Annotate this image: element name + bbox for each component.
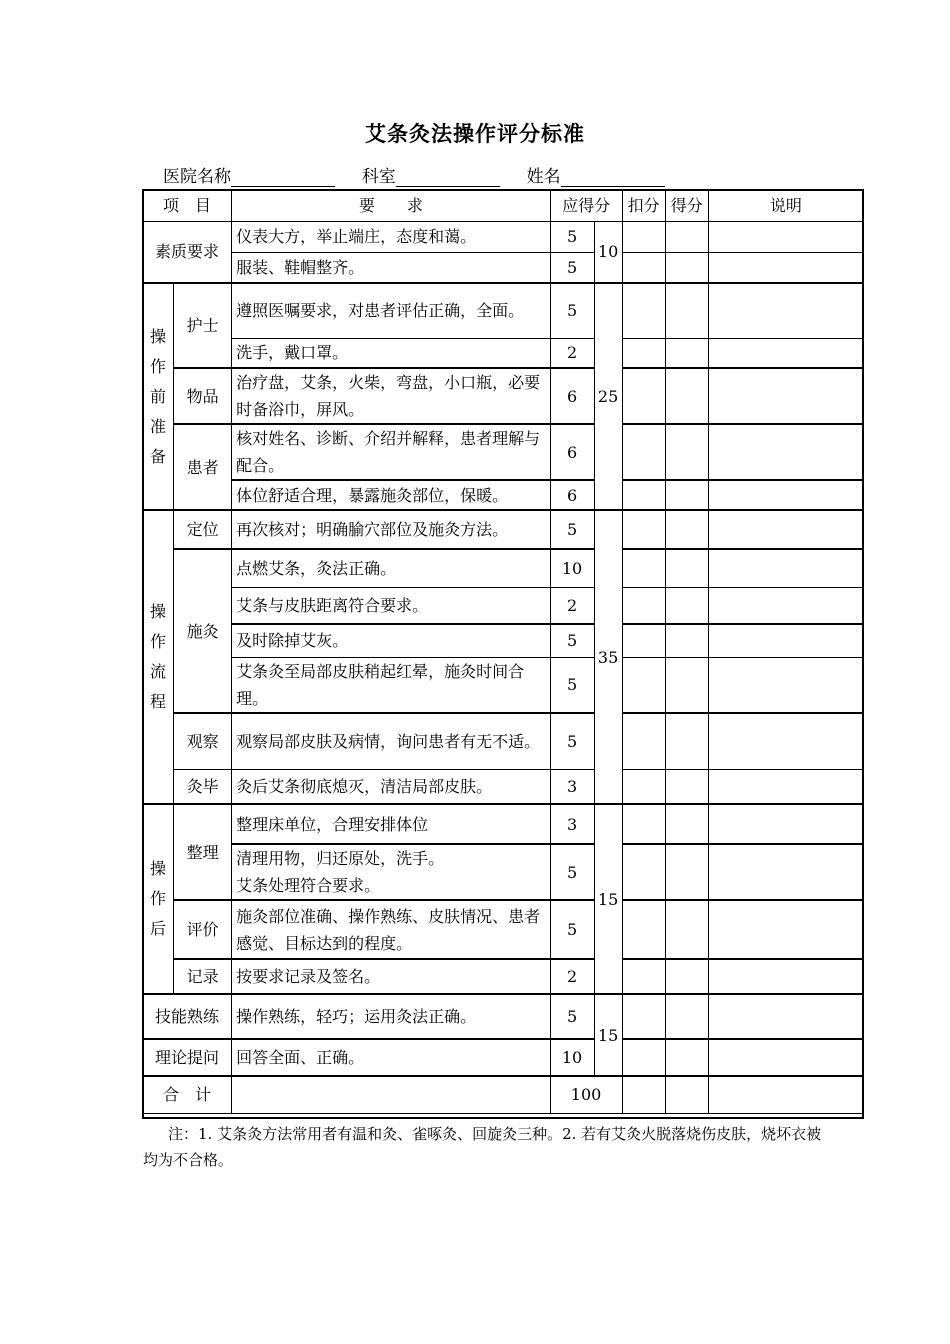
score-cell: 6 — [550, 480, 594, 510]
requirement-cell: 仪表大方，举止端庄，态度和蔼。 — [232, 221, 550, 252]
subtotal-skill-theory: 15 — [594, 994, 622, 1076]
got-cell[interactable] — [665, 624, 708, 657]
table-row — [143, 657, 864, 713]
score-cell: 10 — [550, 1039, 594, 1076]
score-cell: 2 — [550, 587, 594, 624]
table-row — [143, 252, 864, 283]
score-cell: 2 — [550, 959, 594, 994]
header-requirement: 要 求 — [232, 190, 550, 221]
remark-cell[interactable] — [708, 549, 863, 587]
table-row — [143, 959, 864, 994]
requirement-line: 艾条处理符合要求。 — [236, 876, 381, 895]
table-row — [143, 769, 864, 804]
got-cell[interactable] — [665, 900, 708, 959]
got-cell[interactable] — [665, 549, 708, 587]
requirement-cell: 点燃艾条，灸法正确。 — [232, 549, 550, 587]
got-cell[interactable] — [665, 1039, 708, 1076]
got-cell[interactable] — [665, 1076, 708, 1113]
score-cell: 2 — [550, 338, 594, 368]
hospital-field[interactable] — [231, 166, 335, 187]
sub-patient: 患者 — [174, 424, 232, 510]
requirement-cell: 艾条灸至局部皮肤稍起红晕，施灸时间合理。 — [232, 657, 550, 713]
table-row — [143, 221, 864, 252]
got-cell[interactable] — [665, 424, 708, 480]
total-score: 100 — [550, 1076, 622, 1113]
deduct-cell[interactable] — [622, 900, 665, 959]
section-after: 操 作 后 — [143, 804, 174, 994]
header-item: 项 目 — [143, 190, 232, 221]
remark-cell[interactable] — [708, 587, 863, 624]
remark-cell[interactable] — [708, 713, 863, 769]
dept-label: 科室 — [361, 167, 396, 187]
deduct-cell[interactable] — [622, 959, 665, 994]
subtotal-flow: 35 — [594, 510, 622, 804]
score-cell: 5 — [550, 283, 594, 338]
table-row — [143, 844, 864, 900]
total-row — [143, 1076, 864, 1113]
remark-cell[interactable] — [708, 769, 863, 804]
remark-cell[interactable] — [708, 221, 863, 252]
deduct-cell[interactable] — [622, 713, 665, 769]
requirement-cell: 艾条与皮肤距离符合要求。 — [232, 587, 550, 624]
requirement-cell: 整理床单位，合理安排体位 — [232, 804, 550, 844]
sub-finish: 灸毕 — [174, 769, 232, 804]
footnote: 注：1. 艾条灸方法常用者有温和灸、雀啄灸、回旋灸三种。2. 若有艾灸火脱落烧伤皮肤，烧坏衣被均为不合格。 — [143, 1125, 822, 1169]
dept-field[interactable] — [396, 166, 500, 187]
requirement-cell: 观察局部皮肤及病情，询问患者有无不适。 — [232, 713, 550, 769]
header-deduct: 扣分 — [622, 190, 665, 221]
remark-cell[interactable] — [708, 624, 863, 657]
remark-cell[interactable] — [708, 424, 863, 480]
requirement-cell: 再次核对；明确腧穴部位及施灸方法。 — [232, 510, 550, 549]
section-quality: 素质要求 — [143, 221, 232, 283]
section-skill: 技能熟练 — [143, 994, 232, 1039]
table-row — [143, 994, 864, 1039]
header-got: 得分 — [665, 190, 708, 221]
score-cell: 5 — [550, 994, 594, 1039]
deduct-cell[interactable] — [622, 587, 665, 624]
score-cell: 5 — [550, 252, 594, 283]
requirement-cell: 治疗盘，艾条，火柴，弯盘，小口瓶，必要时备浴巾，屏风。 — [232, 368, 550, 424]
requirement-cell: 按要求记录及签名。 — [232, 959, 550, 994]
remark-cell[interactable] — [708, 959, 863, 994]
score-cell: 6 — [550, 368, 594, 424]
sub-nurse: 护士 — [174, 283, 232, 368]
remark-cell[interactable] — [708, 900, 863, 959]
sub-observe: 观察 — [174, 713, 232, 769]
remark-cell[interactable] — [708, 1039, 863, 1076]
sub-tidy: 整理 — [174, 804, 232, 900]
table-row — [143, 283, 864, 338]
table-row — [143, 900, 864, 959]
remark-cell[interactable] — [708, 510, 863, 549]
sub-locate: 定位 — [174, 510, 232, 549]
got-cell[interactable] — [665, 221, 708, 252]
sub-record: 记录 — [174, 959, 232, 994]
requirement-cell: 服装、鞋帽整齐。 — [232, 252, 550, 283]
deduct-cell[interactable] — [622, 221, 665, 252]
deduct-cell[interactable] — [622, 338, 665, 368]
score-cell: 10 — [550, 549, 594, 587]
deduct-cell[interactable] — [622, 1076, 665, 1113]
got-cell[interactable] — [665, 480, 708, 510]
header-row — [143, 190, 864, 221]
remark-cell[interactable] — [708, 844, 863, 900]
deduct-cell[interactable] — [622, 994, 665, 1039]
deduct-cell[interactable] — [622, 252, 665, 283]
remark-cell[interactable] — [708, 994, 863, 1039]
deduct-cell[interactable] — [622, 424, 665, 480]
section-total: 合 计 — [143, 1076, 232, 1113]
got-cell[interactable] — [665, 657, 708, 713]
section-flow: 操 作 流 程 — [143, 510, 174, 804]
section-theory: 理论提问 — [143, 1039, 232, 1076]
score-cell: 5 — [550, 510, 594, 549]
requirement-cell: 遵照医嘱要求，对患者评估正确，全面。 — [232, 283, 550, 338]
deduct-cell[interactable] — [622, 283, 665, 338]
got-cell[interactable] — [665, 510, 708, 549]
score-cell: 6 — [550, 424, 594, 480]
table-row — [143, 713, 864, 769]
table-row — [143, 624, 864, 657]
requirement-cell: 体位舒适合理，暴露施灸部位，保暖。 — [232, 480, 550, 510]
score-cell: 5 — [550, 713, 594, 769]
requirement-cell — [232, 1076, 550, 1113]
remark-cell[interactable] — [708, 480, 863, 510]
table-row — [143, 480, 864, 510]
table-row — [143, 368, 864, 424]
score-cell: 3 — [550, 804, 594, 844]
info-line — [163, 162, 665, 187]
page-title: 艾条灸法操作评分标准 — [365, 122, 585, 146]
remark-cell[interactable] — [708, 252, 863, 283]
score-cell: 3 — [550, 769, 594, 804]
score-cell: 5 — [550, 844, 594, 900]
requirement-cell: 施灸部位准确、操作熟练、皮肤情况、患者感觉、目标达到的程度。 — [232, 900, 550, 959]
table-row — [143, 338, 864, 368]
table-row — [143, 549, 864, 587]
deduct-cell[interactable] — [622, 368, 665, 424]
deduct-cell[interactable] — [622, 844, 665, 900]
name-label: 姓名 — [526, 167, 561, 187]
got-cell[interactable] — [665, 252, 708, 283]
table-row — [143, 1039, 864, 1076]
requirement-cell: 及时除掉艾灰。 — [232, 624, 550, 657]
remark-cell[interactable] — [708, 804, 863, 844]
got-cell[interactable] — [665, 769, 708, 804]
got-cell[interactable] — [665, 283, 708, 338]
subtotal-prep: 25 — [594, 283, 622, 510]
remark-cell[interactable] — [708, 368, 863, 424]
subtotal-quality: 10 — [594, 221, 622, 283]
header-remark: 说明 — [708, 190, 863, 221]
deduct-cell[interactable] — [622, 549, 665, 587]
deduct-cell[interactable] — [622, 624, 665, 657]
got-cell[interactable] — [665, 338, 708, 368]
table-row — [143, 587, 864, 624]
got-cell[interactable] — [665, 994, 708, 1039]
table-row — [143, 804, 864, 844]
remark-cell[interactable] — [708, 338, 863, 368]
requirement-cell: 操作熟练，轻巧；运用灸法正确。 — [232, 994, 550, 1039]
requirement-cell — [232, 844, 550, 900]
score-cell: 5 — [550, 900, 594, 959]
score-cell: 5 — [550, 657, 594, 713]
deduct-cell[interactable] — [622, 1039, 665, 1076]
requirement-cell: 灸后艾条彻底熄灭，清洁局部皮肤。 — [232, 769, 550, 804]
got-cell[interactable] — [665, 368, 708, 424]
got-cell[interactable] — [665, 959, 708, 994]
requirement-cell: 核对姓名、诊断、介绍并解释，患者理解与配合。 — [232, 424, 550, 480]
deduct-cell[interactable] — [622, 480, 665, 510]
table-row — [143, 424, 864, 480]
scoring-table — [142, 189, 864, 1114]
requirement-cell: 洗手，戴口罩。 — [232, 338, 550, 368]
deduct-cell[interactable] — [622, 510, 665, 549]
requirement-line: 清理用物，归还原处，洗手。 — [236, 849, 445, 868]
got-cell[interactable] — [665, 844, 708, 900]
requirement-cell: 回答全面、正确。 — [232, 1039, 550, 1076]
remark-cell[interactable] — [708, 283, 863, 338]
got-cell[interactable] — [665, 804, 708, 844]
sub-eval: 评价 — [174, 900, 232, 959]
got-cell[interactable] — [665, 713, 708, 769]
section-prep: 操 作 前 准 备 — [143, 283, 174, 510]
score-cell: 5 — [550, 624, 594, 657]
remark-cell[interactable] — [708, 657, 863, 713]
sub-moxa: 施灸 — [174, 549, 232, 713]
got-cell[interactable] — [665, 587, 708, 624]
remark-cell[interactable] — [708, 1076, 863, 1113]
deduct-cell[interactable] — [622, 657, 665, 713]
name-field[interactable] — [561, 166, 665, 187]
subtotal-after: 15 — [594, 804, 622, 994]
score-cell: 5 — [550, 221, 594, 252]
deduct-cell[interactable] — [622, 804, 665, 844]
header-score: 应得分 — [550, 190, 622, 221]
hospital-label: 医院名称 — [163, 167, 231, 187]
table-row — [143, 510, 864, 549]
sub-items: 物品 — [174, 368, 232, 424]
deduct-cell[interactable] — [622, 769, 665, 804]
